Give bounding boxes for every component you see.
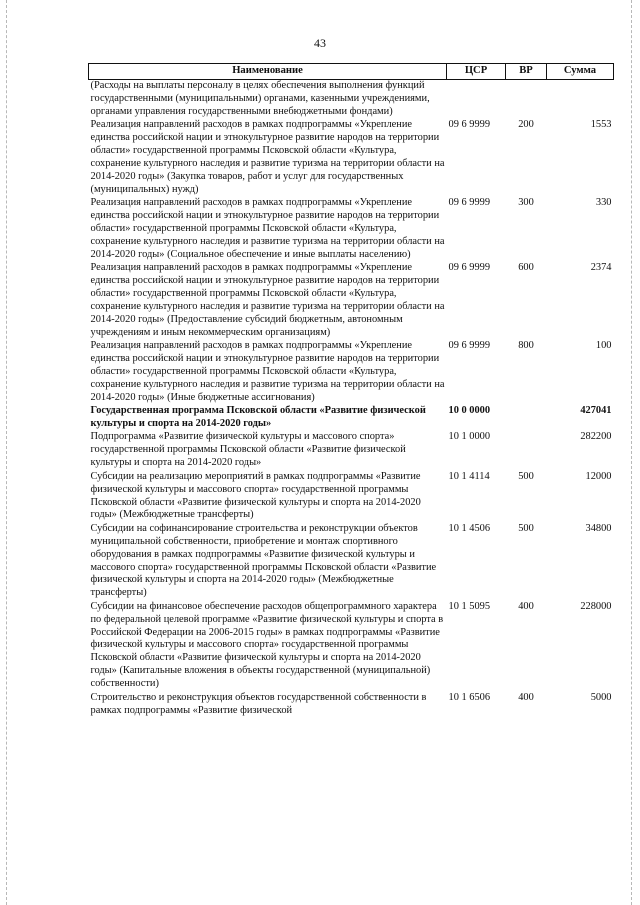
cell-csr: 09 6 9999 — [448, 197, 491, 209]
cell-name: Реализация направлений расходов в рамках подпрограммы «Укрепление единства российской нации и этнокультурное развитие народов на территории области» государственной программы Псковской области «Культура, сохранение культурного наследия и развитие туризма на территории области на 2014-2020 годы» (Предоставление субсидий бюджетным, автономным учреждениям и иным некоммерческим организациям) — [90, 262, 445, 338]
cell-csr: 09 6 9999 — [448, 262, 491, 274]
cell-vr: 500 — [518, 470, 534, 482]
cell-vr: 800 — [518, 340, 534, 352]
table-row — [89, 262, 614, 340]
table-header — [89, 64, 614, 80]
cell-sum: 2374 — [590, 262, 612, 274]
cell-csr: 10 0 0000 — [448, 405, 491, 417]
table-row — [89, 471, 614, 523]
table-row — [89, 197, 614, 262]
cell-name: Государственная программа Псковской области «Развитие физической культуры и спорта на 2014-2020 годы» — [90, 405, 426, 430]
header-name: Наименование — [89, 64, 447, 80]
cell-sum: 100 — [595, 340, 612, 352]
cell-sum: 5000 — [590, 691, 612, 703]
cell-csr: 10 1 5095 — [448, 600, 491, 612]
cell-csr: 10 1 6506 — [448, 691, 491, 703]
cell-name: Подпрограмма «Развитие физической культуры и массового спорта» государственной программы Псковской области «Развитие физической культуры и спорта на 2014-2020 годы» — [90, 431, 406, 469]
page-number: 43 — [314, 36, 326, 50]
table-row — [89, 80, 614, 120]
cell-name: Реализация направлений расходов в рамках подпрограммы «Укрепление единства российской нации и этнокультурное развитие народов на территории области» государственной программы Псковской области «Культура, сохранение культурного наследия и развитие туризма на территории области на 2014-2020 годы» (Социальное обеспечение и иные выплаты населению) — [90, 197, 445, 260]
header-vr: ВР — [506, 64, 547, 80]
table-row — [89, 523, 614, 601]
table-row — [89, 692, 614, 718]
table-row — [89, 119, 614, 197]
cell-vr — [506, 405, 547, 431]
cell-sum: 330 — [595, 197, 612, 209]
budget-table — [88, 63, 614, 718]
cell-name: Строительство и реконструкция объектов государственной собственности в рамках подпрограммы «Развитие физической — [90, 691, 427, 716]
cell-sum: 282200 — [580, 431, 612, 443]
cell-vr — [506, 431, 547, 470]
cell-sum — [547, 80, 614, 120]
table-row — [89, 405, 614, 431]
header-sum: Сумма — [547, 64, 614, 80]
table-row — [89, 601, 614, 692]
cell-name: Реализация направлений расходов в рамках подпрограммы «Укрепление единства российской нации и этнокультурное развитие народов на территории области» государственной программы Псковской области «Культура, сохранение культурного наследия и развитие туризма на территории области на 2014-2020 годы» (Закупка товаров, работ и услуг для государственных (муниципальных) нужд) — [90, 119, 445, 195]
cell-name: Субсидии на реализацию мероприятий в рамках подпрограммы «Развитие физической культуры и массового спорта» государственной программы Псковской области «Развитие физической культуры и спорта на 2014-2020 годы» (Межбюджетные трансферты) — [90, 470, 421, 521]
cell-vr: 500 — [518, 522, 534, 534]
scan-edge-left — [6, 0, 7, 905]
cell-vr: 600 — [518, 262, 534, 274]
cell-csr: 10 1 0000 — [448, 431, 491, 443]
table-row — [89, 340, 614, 405]
scan-edge-right — [631, 0, 632, 905]
cell-sum: 34800 — [585, 522, 612, 534]
table-row — [89, 431, 614, 470]
cell-sum: 228000 — [580, 600, 612, 612]
cell-vr: 300 — [518, 197, 534, 209]
cell-csr: 10 1 4114 — [448, 470, 490, 482]
header-csr: ЦСР — [447, 64, 506, 80]
cell-sum: 427041 — [580, 405, 612, 417]
cell-vr: 400 — [518, 600, 534, 612]
cell-csr: 09 6 9999 — [448, 340, 491, 352]
cell-sum: 12000 — [585, 470, 612, 482]
cell-csr: 09 6 9999 — [448, 119, 491, 131]
cell-name: (Расходы на выплаты персоналу в целях обеспечения выполнения функций государственными (муниципальными) органами, казенными учреждениями, органами управления государственными внебюджетными фондами) — [90, 80, 430, 117]
table-body — [89, 80, 614, 718]
cell-name: Реализация направлений расходов в рамках подпрограммы «Укрепление единства российской нации и этнокультурное развитие народов на территории области» государственной программы Псковской области «Культура, сохранение культурного наследия и развитие туризма на территории области на 2014-2020 годы» (Иные бюджетные ассигнования) — [90, 340, 445, 403]
cell-csr — [447, 80, 506, 120]
cell-vr: 200 — [518, 119, 534, 131]
cell-vr — [506, 80, 547, 120]
cell-vr: 400 — [518, 691, 534, 703]
cell-csr: 10 1 4506 — [448, 522, 491, 534]
cell-sum: 1553 — [590, 119, 612, 131]
cell-name: Субсидии на финансовое обеспечение расходов общепрограммного характера по федеральной целевой программе «Развитие физической культуры и спорта в Российской Федерации на 2006-2015 годы» в рамках подпрограммы «Развитие физической культуры и массового спорта» государственной программы Псковской области «Развитие физической культуры и спорта на 2014-2020 годы» (Капитальные вложения в объекты государственной (муниципальной) собственности) — [90, 600, 444, 690]
cell-name: Субсидии на софинансирование строительства и реконструкции объектов муниципальной собственности, приобретение и монтаж спортивного оборудования в рамках подпрограммы «Развитие физической культуры и массового спорта» государственной программы Псковской области «Развитие физической культуры и спорта на 2014-2020 годы» (Межбюджетные трансферты) — [90, 522, 437, 599]
